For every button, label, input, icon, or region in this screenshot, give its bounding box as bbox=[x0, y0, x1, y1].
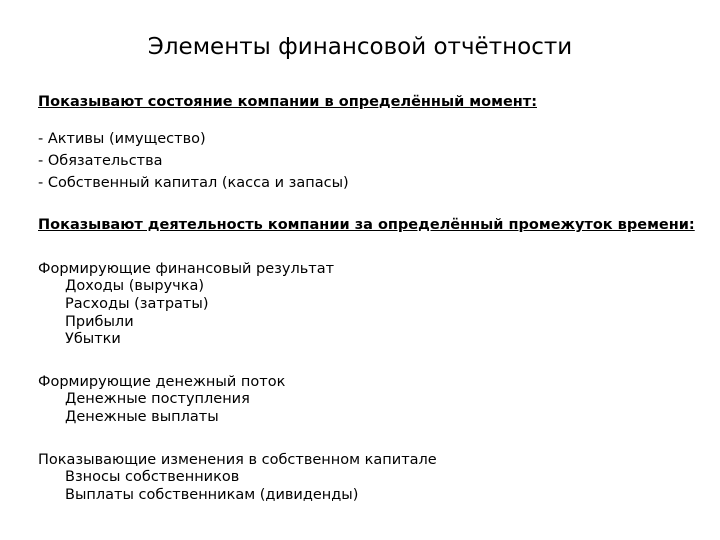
list-item: Расходы (затраты) bbox=[65, 296, 209, 312]
section-heading-balance: Показывают состояние компании в определённый момент: bbox=[38, 94, 537, 110]
group-title-equity-changes: Показывающие изменения в собственном капитале bbox=[38, 452, 437, 468]
list-item: Денежные выплаты bbox=[65, 409, 219, 425]
section-heading-activity: Показывают деятельность компании за определённый промежуток времени: bbox=[38, 217, 695, 233]
group-title-financial-result: Формирующие финансовый результат bbox=[38, 261, 335, 277]
list-item: Убытки bbox=[65, 331, 121, 347]
group-title-cash-flow: Формирующие денежный поток bbox=[38, 374, 286, 390]
page-title: Элементы финансовой отчётности bbox=[147, 34, 573, 60]
list-item: Выплаты собственникам (дивиденды) bbox=[65, 487, 359, 503]
list-item: Взносы собственников bbox=[65, 469, 240, 485]
list-item: Денежные поступления bbox=[65, 391, 250, 407]
list-item: Прибыли bbox=[65, 314, 134, 330]
list-item: - Обязательства bbox=[38, 153, 163, 169]
list-item: - Собственный капитал (касса и запасы) bbox=[38, 175, 349, 191]
list-item: - Активы (имущество) bbox=[38, 131, 206, 147]
list-item: Доходы (выручка) bbox=[65, 278, 205, 294]
